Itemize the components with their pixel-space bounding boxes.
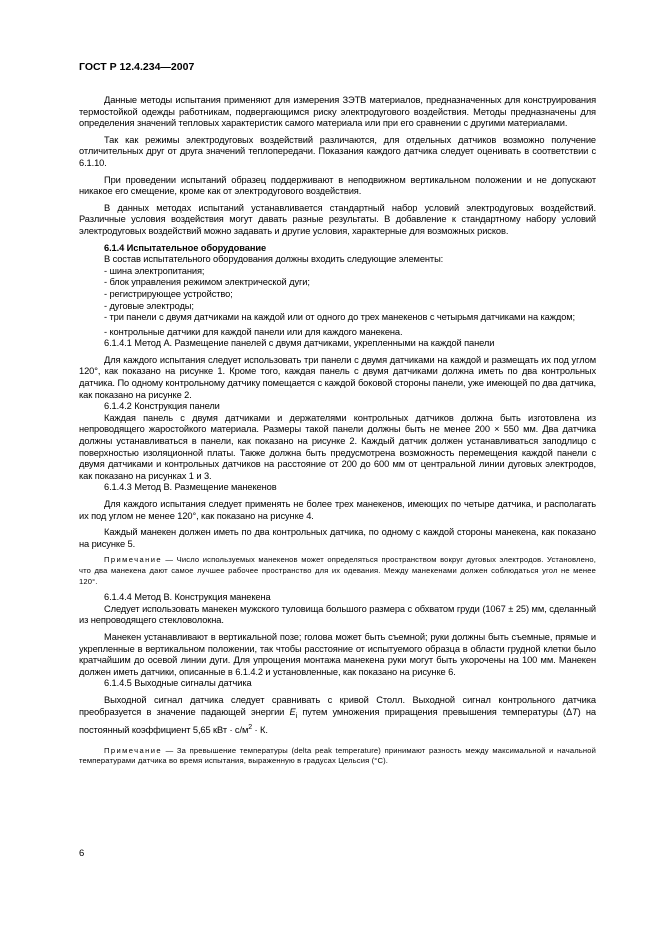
- list-item: - три панели с двумя датчиками на каждой или от одного до трех манекенов с четырьмя датчиками на каждом;: [104, 312, 576, 323]
- page-number: 6: [79, 848, 85, 859]
- section-6-1-4-5-title: 6.1.4.5 Выходные сигналы датчика: [104, 678, 252, 689]
- section-6-1-4-4-text-a: Следует использовать манекен мужского туловища большого размера с обхватом груди (1067 ± 25) мм, сделанный из непроводящего стекловолокна.: [79, 603, 596, 626]
- section-6-1-4-title: 6.1.4 Испытательное оборудование: [104, 242, 267, 253]
- document-page: [79, 61, 596, 772]
- list-item: - шина электропитания;: [104, 265, 205, 276]
- paragraph-methods-purpose: Данные методы испытания применяют для измерения ЗЭТВ материалов, предназначенных для конструирования термостойкой одежды работникам, подвергающимся риску электродугового воздействия. Методы предназначены для определения значений тепловых характеристик самого материала или при его сравнении с другими материалами.: [79, 95, 596, 129]
- section-6-1-4-3-text-a: Для каждого испытания следует применять не более трех манекенов, имеющих по четыре датчика, и располагать их под углом не менее 120°, как показано на рисунке 4.: [79, 499, 596, 521]
- paragraph-specimen-position: При проведении испытаний образец поддерживают в неподвижном вертикальном положении и не допускают никакое его смещение, кроме как от электродугового воздействия.: [79, 174, 596, 197]
- section-6-1-4-4-title: 6.1.4.4 Метод В. Конструкция манекена: [104, 592, 271, 603]
- note-label: Примечание: [104, 555, 162, 565]
- list-item: - дуговые электроды;: [104, 300, 194, 311]
- equipment-list: [79, 266, 596, 339]
- section-6-1-4-3-title: 6.1.4.3 Метод В. Размещение манекенов: [104, 482, 277, 493]
- symbol-t: T: [572, 706, 578, 717]
- section-6-1-4-1-title: 6.1.4.1 Метод А. Размещение панелей с двумя датчиками, укрепленными на каждой панели: [104, 338, 495, 349]
- list-item: - регистрирующее устройство;: [104, 288, 233, 299]
- symbol-e: E: [289, 706, 296, 717]
- note-text: — За превышение температуры (delta peak temperature) принимают разность между максимальной и начальной температурами датчика во время испытания, выраженную в градусах Цельсия (°С).: [79, 745, 596, 766]
- section-6-1-4-intro: В состав испытательного оборудования должны входить следующие элементы:: [104, 254, 444, 265]
- paragraph-arc-modes: Так как режимы электродуговых воздействий различаются, для отдельных датчиков возможно получение отличительных друг от друга значений теплопередачи. Показания каждого датчика следует оценивать в соответствии с 6.1.10.: [79, 134, 596, 168]
- list-item: - контрольные датчики для каждой панели или для каждого манекена.: [104, 326, 403, 337]
- text-run: Выходной сигнал датчика следует сравнивать с кривой Столл. Выходной сигнал контрольного датчика преобразуется в значение падающей энергии: [79, 694, 596, 717]
- section-6-1-4-3-text-b: Каждый манекен должен иметь по два контрольных датчика, по одному с каждой стороны манекена, как показано на рисунке 5.: [79, 527, 596, 549]
- note-mannequins: [79, 555, 596, 587]
- note-text: — Число используемых манекенов может определяться пространством вокруг дуговых электродов. Установлено, что два манекена дают самое лучшее рабочее пространство для их одевания. Между манекенами должен соблюдаться угол не менее 120°.: [79, 555, 596, 586]
- text-run: · К.: [252, 725, 268, 736]
- symbol-superscript: 2: [248, 723, 253, 731]
- note-label: Примечание: [104, 745, 162, 755]
- text-run: ) на постоянный коэффициент 5,65 кВт · с/м: [79, 706, 596, 736]
- note-delta-temperature: [79, 746, 596, 767]
- section-6-1-4-1-text: Для каждого испытания следует использовать три панели с двумя датчиками на каждой и размещать их под углом 120°, как показано на рисунке 1. Кроме того, каждая панель с двумя датчиками должна иметь по два контрольных датчика. По одному контрольному датчику помещается с каждой боковой стороны панели, уже имеющей по два датчика, как показано на рисунке 2.: [79, 354, 596, 400]
- text-run: путем умножения приращения превышения температуры (Δ: [297, 706, 573, 717]
- standard-header: ГОСТ Р 12.4.234—2007: [79, 61, 195, 73]
- section-6-1-4-2-text: Каждая панель с двумя датчиками и держателями контрольных датчиков должна быть изготовлена из непроводящего жаростойкого материала. Размеры такой панели должны быть не менее 200 × 550 мм. Два датчика должны устанавливаться в панели, как показано на рисунке 2. Каждый датчик должен устанавливаться заподлицо с поверхностью изоляционной платы. Также должна быть предусмотрена возможность перемещения каждой панели с двумя датчиками и контрольных датчиков на расстояние от 200 до 600 мм от центральной линии дуговых электродов, как показано на рисунках 1 и 3.: [79, 412, 596, 481]
- section-6-1-4-4-text-b: Манекен устанавливают в вертикальной позе; голова может быть съемной; руки должны быть съемные, прямые и укрепленные в вертикальном положении, так чтобы расстояние от испытуемого образца в области грудной клетки было кратчайшим до осевой линии дуги. Для упрощения монтажа манекена руки могут быть укорочены на 100 мм. Манекен должен иметь датчики, описанные в 6.1.4.2 и установленные, как показано на рисунке 6.: [79, 631, 596, 677]
- section-6-1-4-2-title: 6.1.4.2 Конструкция панели: [104, 401, 220, 412]
- section-6-1-4-5-text: [79, 695, 596, 737]
- list-item: - блок управления режимом электрической дуги;: [104, 277, 310, 288]
- symbol-subscript: i: [295, 712, 298, 720]
- paragraph-standard-conditions: В данных методах испытаний устанавливается стандартный набор условий электродуговых воздействий. Различные условия воздействия могут давать разные результаты. В добавление к стандартному набору условий электродуговых воздействий можно задавать и другие условия, характерные для возможных рисков.: [79, 202, 596, 236]
